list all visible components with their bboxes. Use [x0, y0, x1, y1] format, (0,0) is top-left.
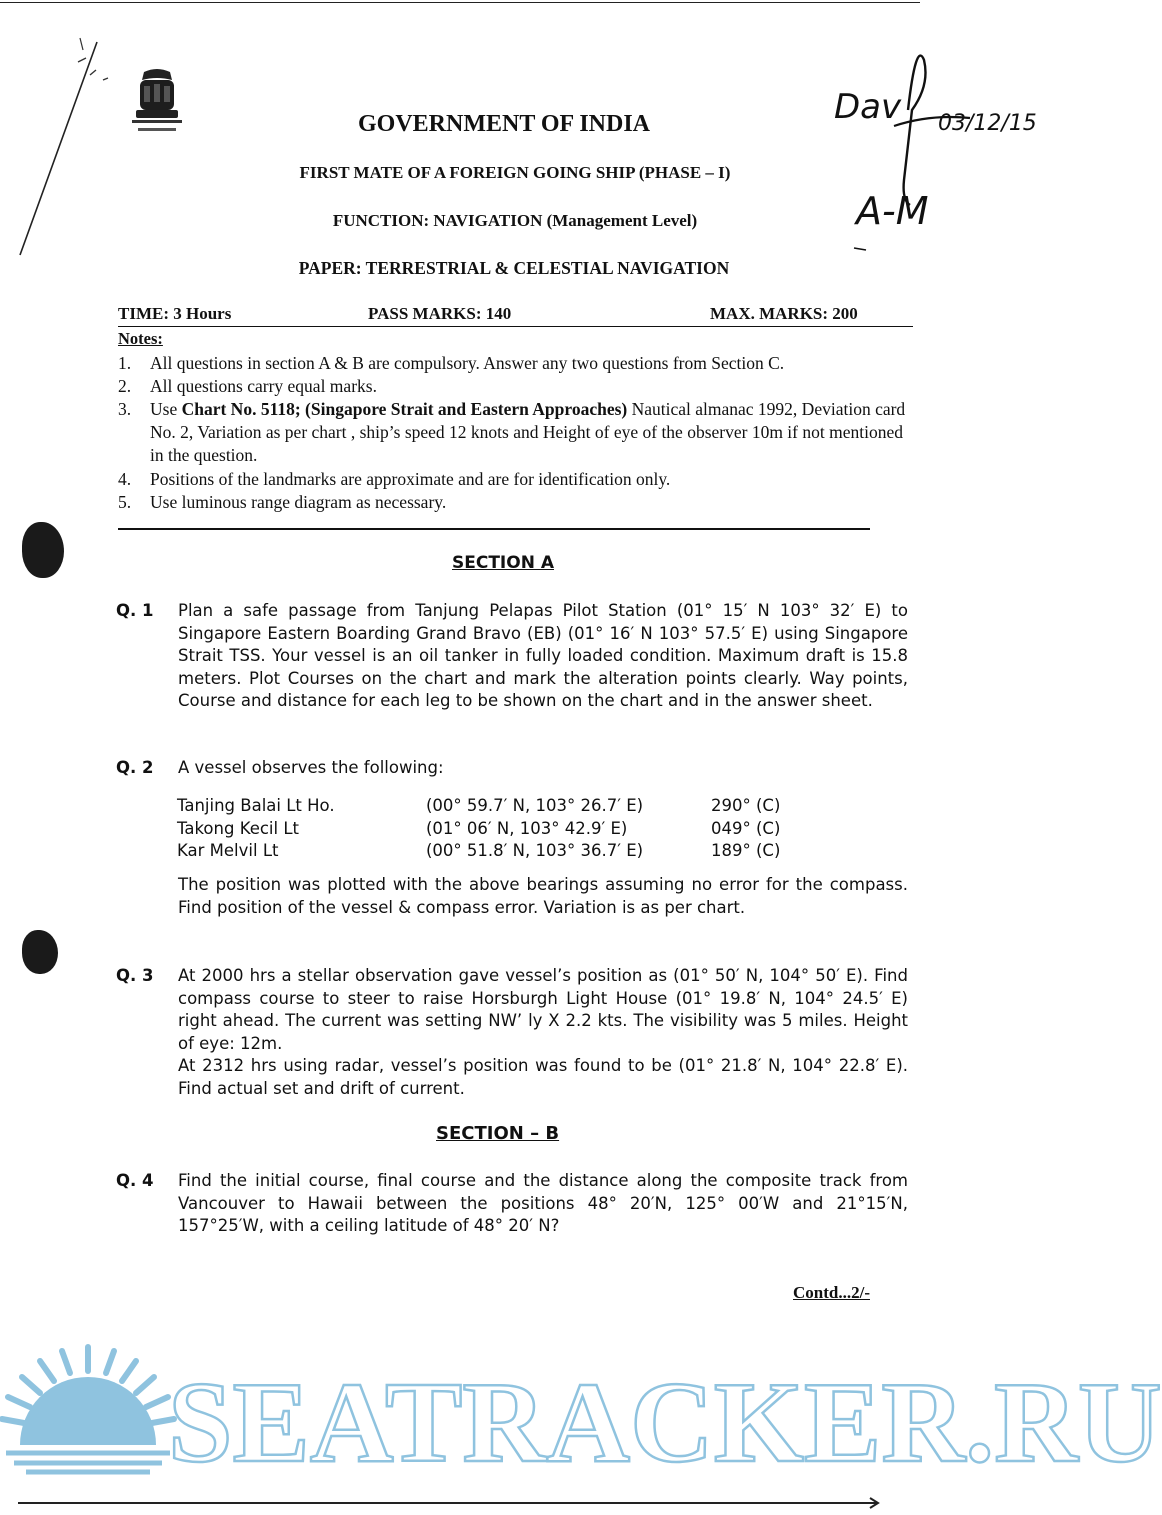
note-item — [118, 352, 918, 375]
note-item — [118, 375, 918, 398]
watermark-text: SEATRACKER.RU — [168, 1359, 1162, 1487]
note-prefix: Use — [150, 399, 182, 419]
note-number: 5. — [118, 492, 132, 512]
light-position: (00° 51.8′ N, 103° 36.7′ E) — [426, 841, 644, 860]
section-a-heading: SECTION A — [452, 553, 555, 573]
question-3 — [116, 965, 908, 1100]
watermark-sun-icon — [0, 1345, 176, 1475]
question-number: Q. 3 — [116, 966, 154, 985]
light-bearing: 049° (C) — [711, 818, 781, 838]
note-number: 1. — [118, 353, 132, 373]
paper-line: PAPER: TERRESTRIAL & CELESTIAL NAVIGATION — [298, 258, 730, 278]
max-marks-label: MAX. MARKS: 200 — [710, 304, 858, 323]
light-bearing: 189° (C) — [711, 841, 781, 860]
light-name: Kar Melvil Lt — [177, 841, 279, 860]
marks-row — [118, 304, 913, 327]
notes-heading: Notes: — [118, 329, 163, 348]
question-2-followup: The position was plotted with the above bearings assuming no error for the compass. Find position of the vessel & compass error. Variation is as per chart. — [178, 875, 908, 917]
question-text-part-2: At 2312 hrs using radar, vessel’s position was found to be (01° 21.8′ N, 104° 22.8′ E). Find actual set and drift of current. — [178, 1056, 908, 1098]
continued-label: Contd...2/- — [793, 1283, 870, 1302]
margin-pen-marks — [0, 20, 140, 280]
question-4 — [116, 1170, 908, 1238]
question-text: Find the initial course, final course and the distance along the composite track from Vancouver to Hawaii between the positions 48° 20′N, 125° 00′W and 21°15′N, 157°25′W, with a ceiling latitude of 48° 20′ N? — [178, 1171, 908, 1235]
question-number: Q. 4 — [116, 1171, 154, 1190]
note-number: 2. — [118, 376, 132, 396]
section-b-heading: SECTION – B — [436, 1123, 560, 1144]
note-text — [150, 398, 918, 467]
question-text: Plan a safe passage from Tanjung Pelapas Pilot Station (01° 15′ N 103° 32′ E) to Singapore Eastern Boarding Grand Bravo (EB) (01° 16′ N 103° 57.5′ E) using Singapore Strait TSS. Your vessel is an oil tanker in fully loaded condition. Maximum draft is 15.8 meters. Plot Courses on the chart and mark the alteration points clearly. Way points, Course and distance for each leg to be shown on the chart and in the answer sheet. — [178, 601, 908, 710]
question-2 — [116, 757, 908, 780]
bearing-table — [177, 795, 780, 863]
question-1 — [116, 600, 908, 713]
note-item — [118, 468, 918, 491]
time-label: TIME: 3 Hours — [118, 304, 232, 323]
note-item — [118, 398, 918, 467]
table-row — [177, 795, 780, 818]
bottom-rule — [18, 1502, 878, 1504]
question-number: Q. 2 — [116, 758, 154, 777]
note-number: 4. — [118, 469, 132, 489]
question-text-part-1: At 2000 hrs a stellar observation gave vessel’s position as (01° 50′ N, 104° 50′ E). Find compass course to steer to raise Horsburgh Light House (01° 19.8′ N, 104° 24.5′ E) right ahead. The current was setting NW’ ly X 2.2 kts. The visibility was 5 miles. Height of eye: 12m. — [178, 966, 908, 1053]
note-text: Positions of the landmarks are approximate and are for identification only. — [150, 469, 671, 489]
handwritten-date: 03/12/15 — [938, 111, 1037, 136]
light-bearing: 290° (C) — [711, 796, 781, 815]
question-text — [178, 965, 908, 1100]
question-text: A vessel observes the following: — [178, 758, 444, 777]
top-rule — [0, 2, 920, 3]
light-position: (00° 59.7′ N, 103° 26.7′ E) — [426, 796, 644, 815]
exam-title: FIRST MATE OF A FOREIGN GOING SHIP (PHASE – I) — [299, 163, 731, 182]
punch-hole-mark — [22, 522, 64, 578]
table-row — [177, 818, 780, 841]
handwritten-initials: A-M — [856, 189, 929, 233]
punch-hole-mark — [22, 930, 58, 974]
chart-reference: Chart No. 5118; (Singapore Strait and Eastern Approaches) — [181, 399, 628, 419]
note-item — [118, 491, 918, 514]
note-number: 3. — [118, 399, 132, 419]
page-title: GOVERNMENT OF INDIA — [357, 111, 651, 137]
note-text: Use luminous range diagram as necessary. — [150, 492, 447, 512]
light-name: Takong Kecil Lt — [177, 818, 299, 838]
note-text: All questions carry equal marks. — [150, 376, 377, 396]
function-line: FUNCTION: NAVIGATION (Management Level) — [332, 211, 698, 230]
light-name: Tanjing Balai Lt Ho. — [177, 796, 335, 815]
question-number: Q. 1 — [116, 601, 154, 620]
section-divider — [118, 528, 870, 530]
arrow-right-icon — [858, 1496, 880, 1510]
note-text: All questions in section A & B are compulsory. Answer any two questions from Section C. — [150, 353, 785, 373]
note-suffix: Nautical almanac 1992, Deviation card No. 2, Variation as per chart , ship’s speed 12 knots and Height of eye of the observer 10m if not mentioned in the question. — [150, 399, 906, 465]
pass-marks-label: PASS MARKS: 140 — [368, 304, 512, 323]
svg-text:Dav: Dav — [834, 87, 902, 127]
light-position: (01° 06′ N, 103° 42.9′ E) — [426, 818, 628, 838]
table-row — [177, 840, 780, 863]
